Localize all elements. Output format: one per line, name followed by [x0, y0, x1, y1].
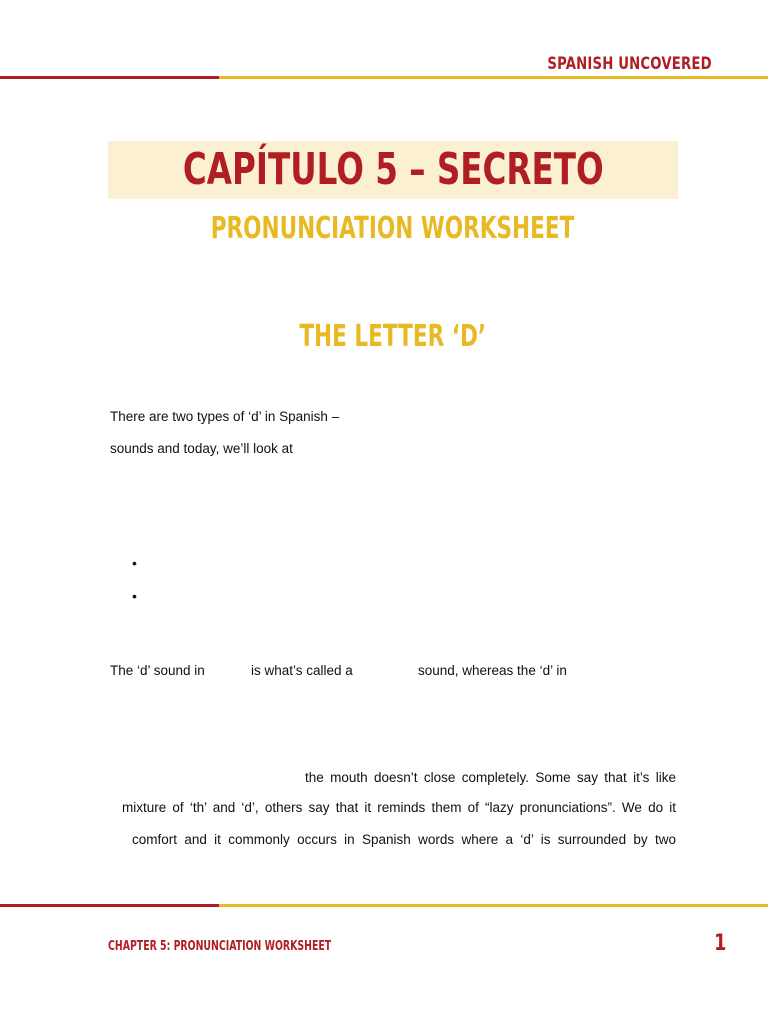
- page-title: CAPÍTULO 5 – SECRETO: [182, 144, 604, 195]
- footer-rule-red: [0, 904, 219, 907]
- brand-header: SPANISH UNCOVERED: [547, 54, 712, 74]
- page-subtitle: PRONUNCIATION WORKSHEET: [211, 211, 575, 246]
- header-rule-gold: [219, 76, 768, 79]
- page-number: 1: [713, 931, 726, 956]
- sound-text-1: The ‘d’ sound in: [110, 663, 205, 678]
- sound-text-3: sound, whereas the ‘d’ in: [418, 663, 567, 678]
- footer-chapter-label: CHAPTER 5: PRONUNCIATION WORKSHEET: [108, 939, 332, 954]
- bullet-point-1: •: [132, 555, 137, 571]
- paragraph-line-3: comfort and it commonly occurs in Spanish words where a ‘d’ is surrounded by two: [132, 832, 676, 847]
- header-rule-red: [0, 76, 219, 79]
- footer-rule-gold: [219, 904, 768, 907]
- paragraph-line-2: mixture of ‘th’ and ‘d’, others say that it reminds them of “lazy pronunciations”. We do it: [122, 800, 676, 815]
- sound-text-2: is what’s called a: [251, 663, 353, 678]
- paragraph-line-1: the mouth doesn’t close completely. Some say that it’s like: [305, 770, 676, 785]
- header-rule: [0, 76, 768, 79]
- bullet-point-2: •: [132, 588, 137, 604]
- footer-rule: [0, 904, 768, 907]
- intro-line-2: sounds and today, we’ll look at: [110, 441, 293, 456]
- title-banner: [108, 141, 678, 199]
- intro-line-1: There are two types of ‘d’ in Spanish –: [110, 409, 340, 424]
- section-heading: THE LETTER ‘D’: [299, 319, 487, 354]
